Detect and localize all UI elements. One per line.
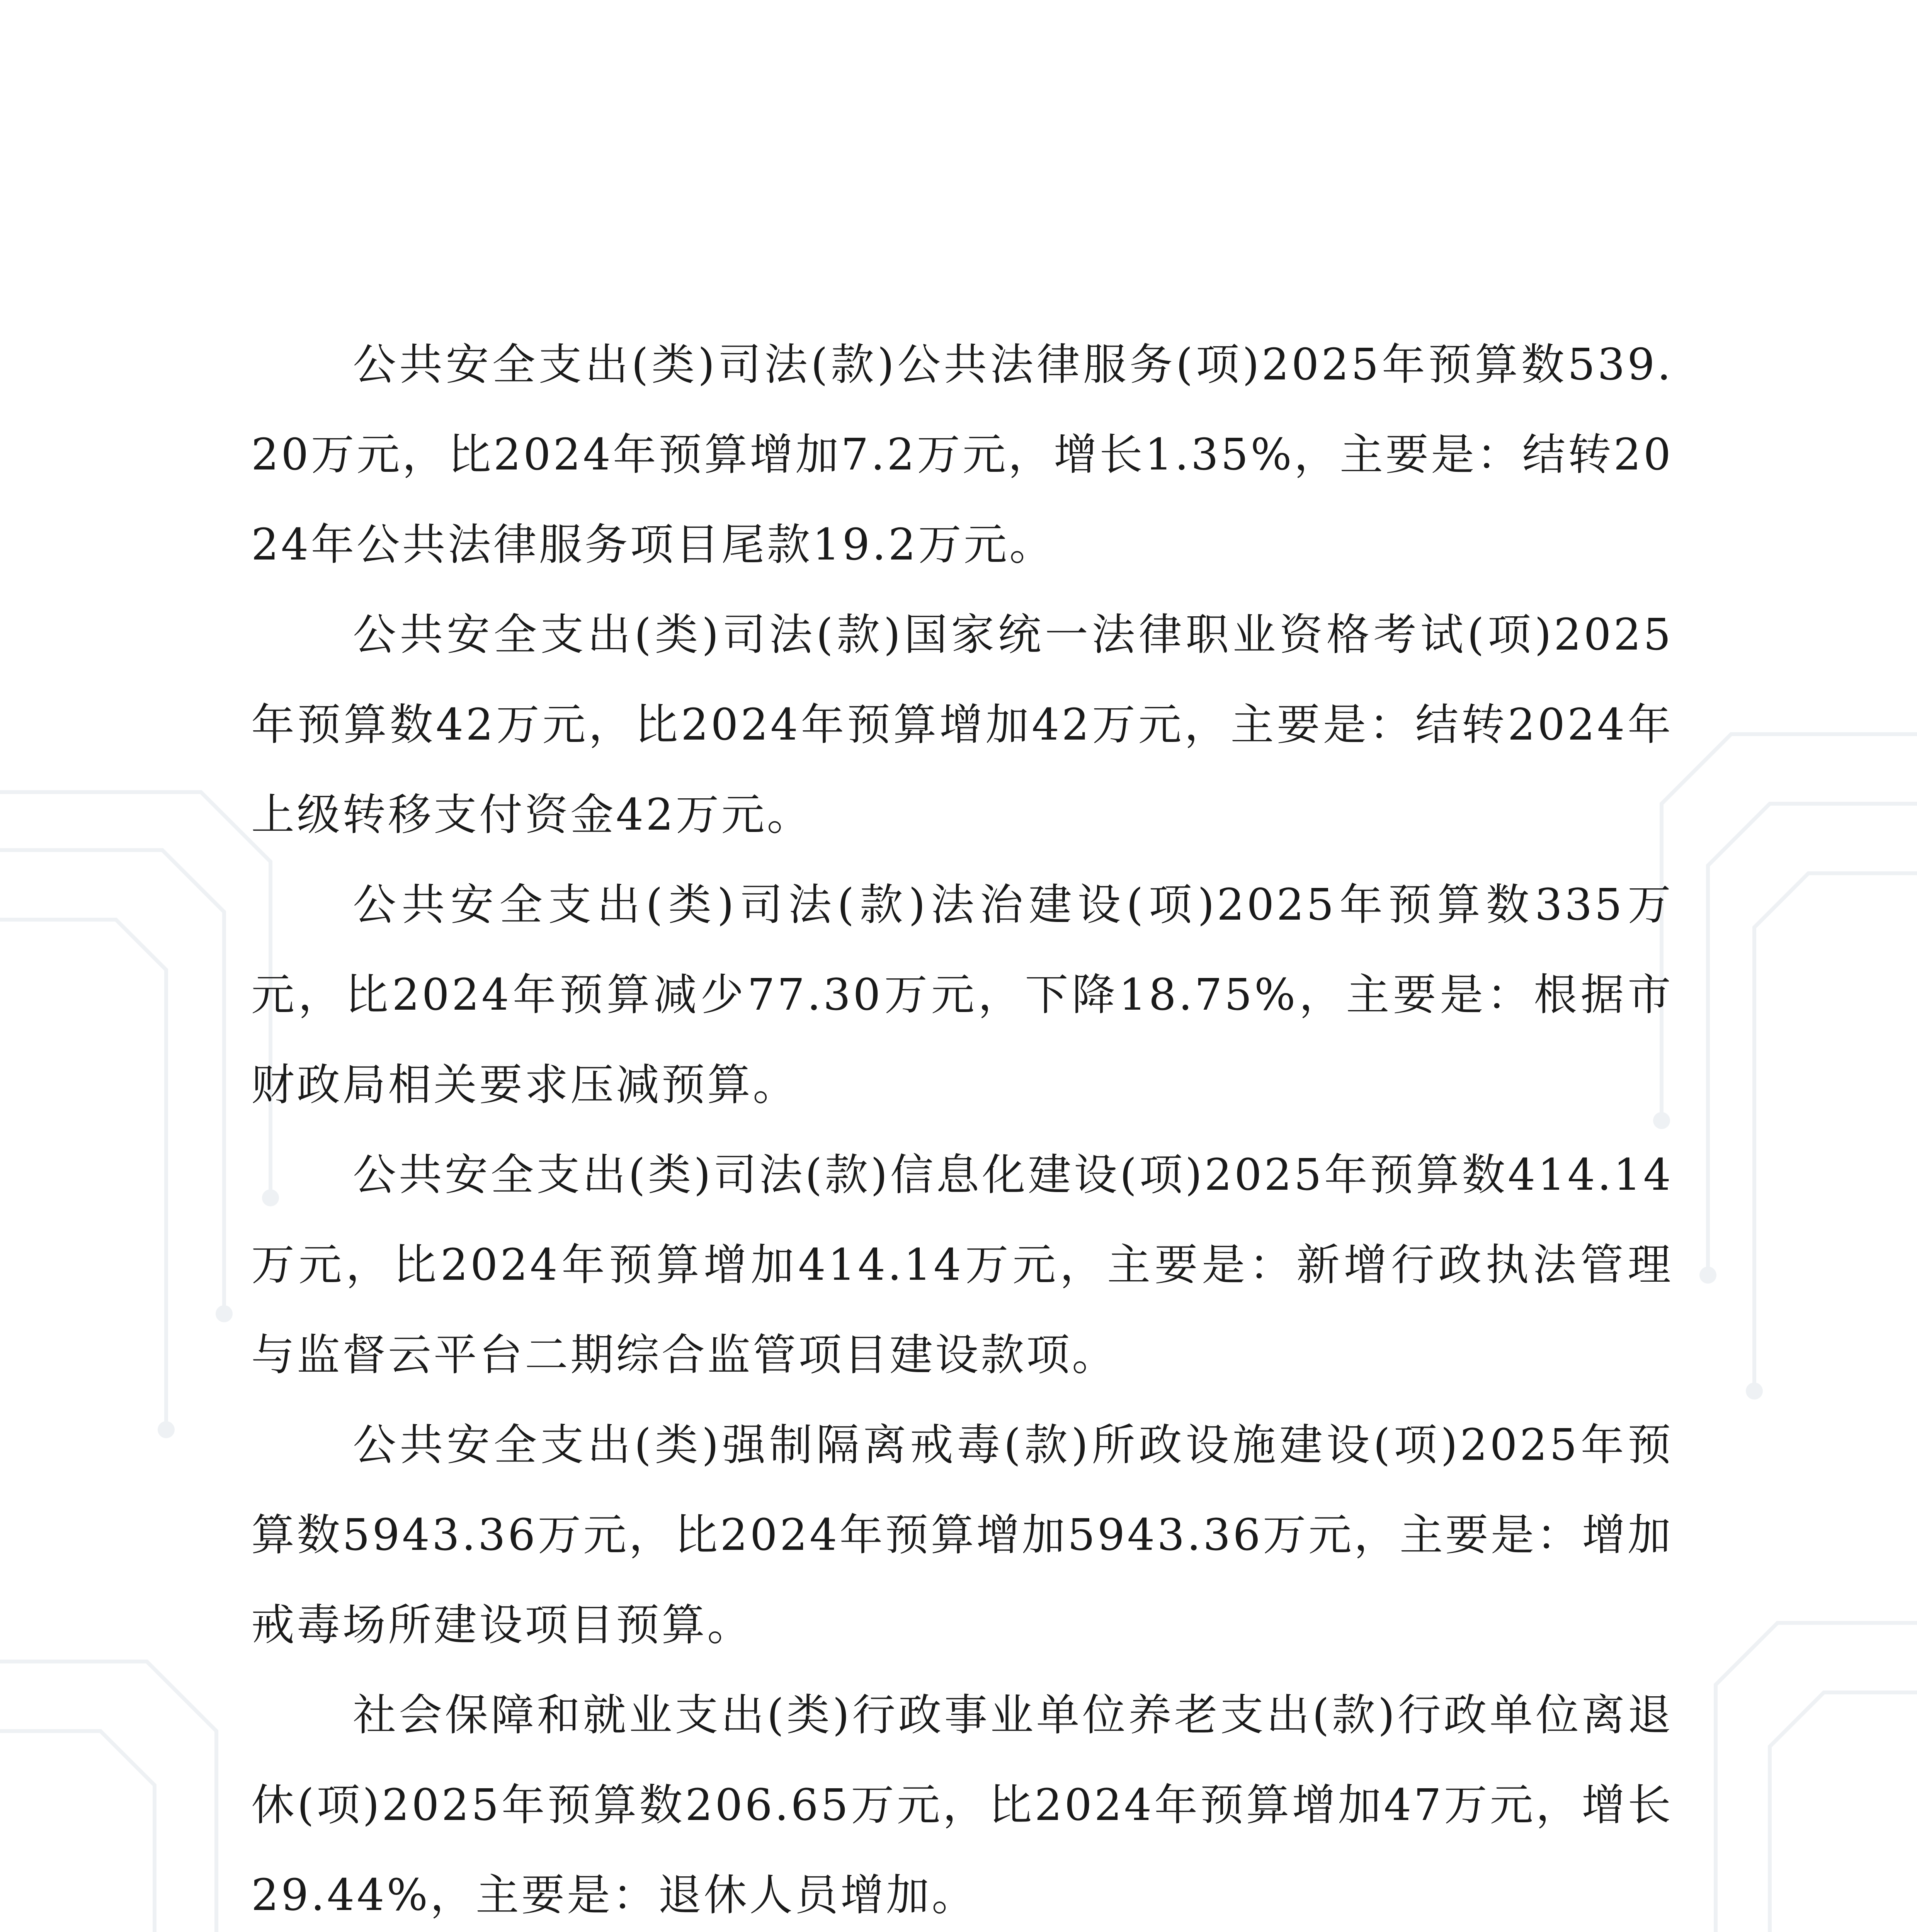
paragraph-public-legal-services: 公共安全支出(类)司法(款)公共法律服务(项)2025年预算数539.20万元，比2024年预算增加7.2万元，增长1.35%，主要是：结转2024年公共法律服务项目尾款19.2万元。 bbox=[251, 340, 1673, 570]
paragraph-administrative-retirement: 社会保障和就业支出(类)行政事业单位养老支出(款)行政单位离退休(项)2025年预算数206.65万元，比2024年预算增加47万元，增长29.44%，主要是：退休人员增加。 bbox=[251, 1690, 1673, 1920]
paragraph-legal-qualification-exam: 公共安全支出(类)司法(款)国家统一法律职业资格考试(项)2025年预算数42万元，比2024年预算增加42万元，主要是：结转2024年上级转移支付资金42万元。 bbox=[251, 610, 1673, 840]
paragraph-detox-facility-construction: 公共安全支出(类)强制隔离戒毒(款)所政设施建设(项)2025年预算数5943.36万元，比2024年预算增加5943.36万元，主要是：增加戒毒场所建设项目预算。 bbox=[251, 1420, 1673, 1650]
paragraph-informatization-construction: 公共安全支出(类)司法(款)信息化建设(项)2025年预算数414.14万元，比2024年预算增加414.14万元，主要是：新增行政执法管理与监督云平台二期综合监管项目建设款项。 bbox=[251, 1150, 1673, 1380]
body-text bbox=[251, 320, 1673, 1932]
paragraph-rule-of-law-construction: 公共安全支出(类)司法(款)法治建设(项)2025年预算数335万元，比2024年预算减少77.30万元，下降18.75%，主要是：根据市财政局相关要求压减预算。 bbox=[251, 880, 1673, 1110]
